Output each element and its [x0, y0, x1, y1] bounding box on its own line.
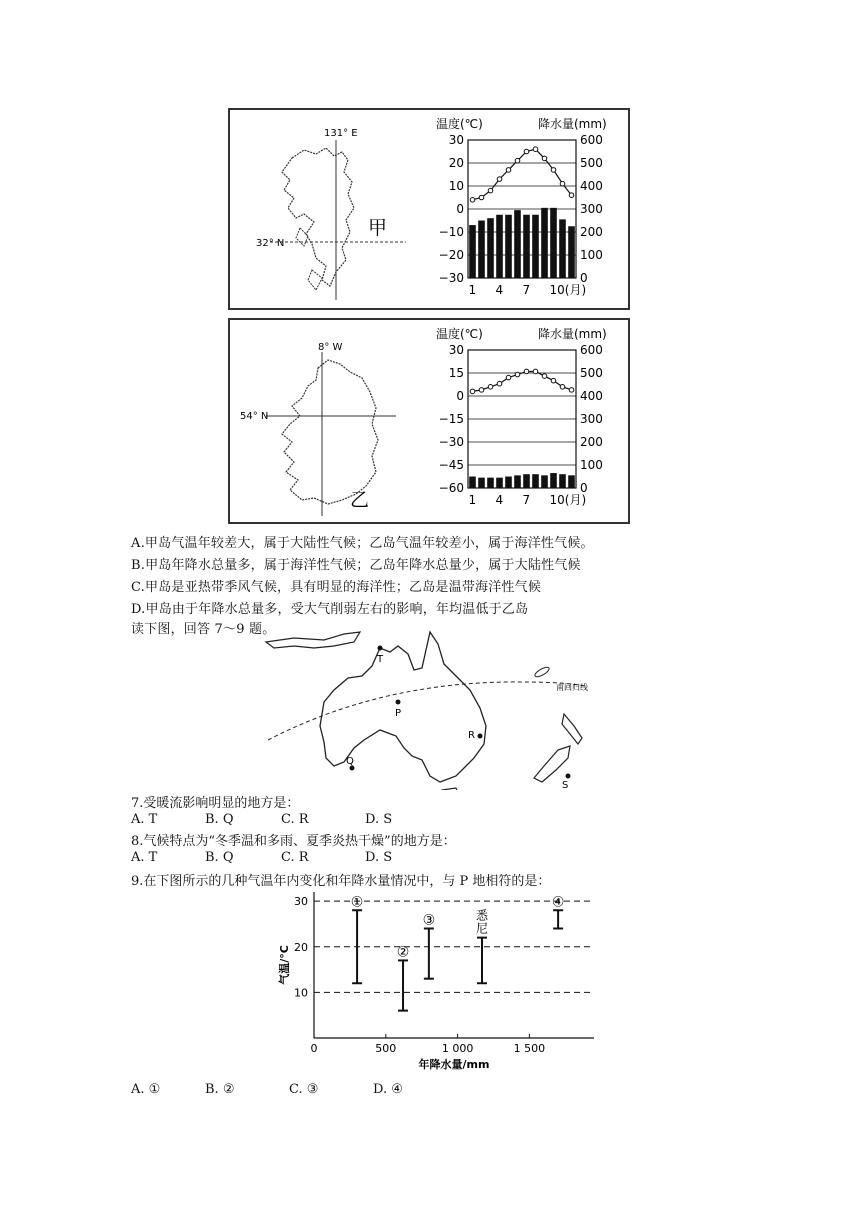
- yi-map: [230, 320, 420, 522]
- q7-option-c[interactable]: C. R: [281, 812, 309, 827]
- jia-parallel-label: 32° N: [256, 238, 285, 249]
- question-7: 7.受暖流影响明显的地方是：: [131, 796, 300, 811]
- question-7-options: [131, 812, 392, 827]
- intro-text: 读下图，回答 7～9 题。: [131, 622, 276, 637]
- q9-option-b[interactable]: B. ②: [205, 1082, 235, 1097]
- jia-temp-tick: −30: [438, 271, 464, 285]
- yi-precip-tick: 600: [580, 343, 603, 357]
- point-q-label: Q: [346, 756, 354, 767]
- range-series-label: ②: [396, 944, 410, 961]
- yi-temp-tick: −15: [438, 412, 464, 426]
- yi-precip-bar: [559, 474, 566, 488]
- yi-x-tick: 10(月): [549, 493, 587, 507]
- jia-temp-line: [473, 149, 572, 200]
- q8-option-c[interactable]: C. R: [281, 850, 309, 865]
- jia-temp-tick: −10: [438, 225, 464, 239]
- yi-precip-tick: 400: [580, 389, 603, 403]
- range-y-tick: 10: [294, 986, 308, 1000]
- yi-temp-point: [470, 389, 475, 394]
- question-9-options: [131, 1082, 403, 1097]
- point-p-label: P: [395, 708, 402, 719]
- jia-precip-tick: 500: [580, 156, 603, 170]
- jia-temp-point: [470, 198, 475, 203]
- jia-temp-point: [560, 181, 565, 186]
- jia-temp-point: [506, 168, 511, 173]
- jia-precip-bar: [496, 215, 503, 278]
- yi-precip-bar: [532, 474, 539, 488]
- yi-precip-bar: [541, 475, 548, 488]
- jia-precip-bar: [469, 225, 476, 278]
- jia-precip-bar: [487, 218, 494, 278]
- yi-temp-tick: 0: [456, 389, 464, 403]
- jia-precip-bar: [532, 215, 539, 278]
- jia-precip-tick: 100: [580, 248, 603, 262]
- option-b: B.甲岛年降水总量多，属于海洋性气候；乙岛年降水总量少，属于大陆性气候: [131, 558, 581, 573]
- jia-precip-bar: [523, 215, 530, 278]
- question-8-options: [131, 850, 392, 865]
- jia-temp-tick: −20: [438, 248, 464, 262]
- question-9: 9.在下图所示的几种气温年内变化和年降水量情况中，与 P 地相符的是：: [131, 874, 551, 889]
- yi-precip-bar: [469, 477, 476, 489]
- jia-temp-point: [479, 195, 484, 200]
- tropic-label: 南回归线: [556, 683, 588, 692]
- option-c: C.甲岛是亚热带季风气候，具有明显的海洋性；乙岛是温带海洋性气候: [131, 580, 542, 595]
- yi-precip-bar: [487, 478, 494, 488]
- jia-precip-bar: [568, 226, 575, 278]
- jia-precip-tick: 600: [580, 133, 603, 147]
- temperature-precip-range-chart: [268, 888, 598, 1074]
- yi-island-label: 乙: [350, 489, 370, 511]
- yi-x-tick: 4: [495, 493, 504, 507]
- jia-climate-chart: [426, 110, 626, 308]
- range-x-tick: 500: [375, 1042, 397, 1055]
- jia-meridian-label: 131° E: [324, 128, 358, 139]
- jia-precip-bar: [559, 219, 566, 278]
- jia-precip-bar: [505, 215, 512, 278]
- yi-climate-chart: [426, 320, 626, 522]
- yi-temp-point: [515, 372, 520, 377]
- q9-option-d[interactable]: D. ④: [373, 1082, 403, 1097]
- yi-temp-header: 温度(℃): [436, 327, 483, 341]
- yi-temp-point: [479, 388, 484, 393]
- yi-temp-point: [533, 369, 538, 374]
- range-x-tick: 1 500: [513, 1042, 546, 1055]
- yi-precip-bar: [550, 473, 557, 488]
- jia-x-tick: 1: [468, 283, 477, 297]
- yi-x-tick: 7: [522, 493, 531, 507]
- jia-temp-point: [569, 193, 574, 198]
- jia-x-tick: 10(月): [549, 283, 587, 297]
- yi-temp-tick: 15: [448, 366, 464, 380]
- point-s-label: S: [562, 780, 569, 790]
- panel-jia: [228, 108, 630, 310]
- yi-precip-bar: [514, 475, 521, 488]
- yi-island-outline: [282, 360, 378, 504]
- q8-option-a[interactable]: A. T: [131, 850, 158, 865]
- yi-precip-tick: 500: [580, 366, 603, 380]
- yi-temp-point: [560, 385, 565, 390]
- yi-temp-point: [542, 374, 547, 379]
- jia-temp-point: [497, 177, 502, 182]
- australia-outline: [320, 632, 486, 782]
- jia-precip-tick: 400: [580, 179, 603, 193]
- yi-temp-point: [488, 385, 493, 390]
- range-x-label: 年降水量/mm: [418, 1058, 490, 1071]
- range-y-tick: 30: [294, 895, 308, 909]
- yi-temp-line: [473, 371, 572, 391]
- yi-precip-bar: [568, 475, 575, 488]
- yi-precip-tick: 0: [580, 481, 588, 495]
- yi-temp-point: [506, 375, 511, 380]
- yi-precip-tick: 200: [580, 435, 603, 449]
- yi-precip-header: 降水量(mm): [538, 327, 607, 341]
- range-series-label: ③: [422, 912, 436, 929]
- jia-temp-tick: 30: [448, 133, 464, 147]
- panel-yi: [228, 318, 630, 524]
- jia-temp-header: 温度(℃): [436, 117, 483, 131]
- tropic-of-capricorn: [268, 682, 584, 740]
- jia-temp-tick: 0: [456, 202, 464, 216]
- jia-temp-point: [524, 149, 529, 154]
- jia-precip-tick: 300: [580, 202, 603, 216]
- q9-option-a[interactable]: A. ①: [131, 1082, 161, 1097]
- jia-precip-header: 降水量(mm): [538, 117, 607, 131]
- range-series-label: 悉: [475, 908, 489, 923]
- range-y-label: 气温/°C: [278, 945, 291, 985]
- range-series-label: ①: [350, 894, 364, 911]
- jia-island-outline: [282, 148, 354, 286]
- jia-precip-bar: [514, 210, 521, 278]
- q9-option-c[interactable]: C. ③: [289, 1082, 319, 1097]
- yi-temp-tick: −60: [438, 481, 464, 495]
- point-t-label: T: [377, 654, 384, 665]
- yi-temp-tick: 30: [448, 343, 464, 357]
- yi-precip-bar: [523, 474, 530, 488]
- jia-precip-bar: [550, 208, 557, 278]
- option-d: D.甲岛由于年降水总量多，受大气削弱左右的影响，年均温低于乙岛: [131, 602, 529, 617]
- range-series-label: 尼: [475, 921, 489, 936]
- jia-temp-point: [542, 156, 547, 161]
- yi-precip-bar: [496, 478, 503, 488]
- yi-precip-tick: 300: [580, 412, 603, 426]
- yi-precip-tick: 100: [580, 458, 603, 472]
- jia-x-tick: 4: [495, 283, 504, 297]
- q8-option-b[interactable]: B. Q: [205, 850, 234, 865]
- q8-option-d[interactable]: D. S: [365, 850, 393, 865]
- yi-temp-point: [524, 369, 529, 374]
- jia-temp-point: [533, 147, 538, 152]
- jia-temp-point: [551, 168, 556, 173]
- yi-temp-tick: −30: [438, 435, 464, 449]
- yi-temp-point: [551, 378, 556, 383]
- jia-island-label: 甲: [368, 217, 388, 239]
- jia-temp-tick: 10: [448, 179, 464, 193]
- yi-temp-point: [497, 381, 502, 386]
- range-x-tick: 1 000: [441, 1042, 474, 1055]
- range-series-label: ④: [551, 894, 565, 911]
- q7-option-b[interactable]: B. Q: [205, 812, 234, 827]
- yi-precip-bar: [478, 478, 485, 488]
- yi-precip-bar: [505, 477, 512, 489]
- jia-x-tick: 7: [522, 283, 531, 297]
- jia-temp-point: [515, 158, 520, 163]
- yi-temp-point: [569, 388, 574, 393]
- option-a: A.甲岛气温年较差大，属于大陆性气候；乙岛气温年较差小，属于海洋性气候。: [131, 536, 594, 551]
- q7-option-d[interactable]: D. S: [365, 812, 393, 827]
- jia-map: [230, 110, 420, 308]
- q7-option-a[interactable]: A. T: [131, 812, 158, 827]
- jia-precip-bar: [541, 208, 548, 278]
- jia-precip-tick: 200: [580, 225, 603, 239]
- range-x-tick: 0: [310, 1042, 318, 1055]
- yi-x-tick: 1: [468, 493, 477, 507]
- jia-precip-bar: [478, 221, 485, 279]
- yi-meridian-label: 8° W: [318, 342, 343, 353]
- jia-temp-tick: 20: [448, 156, 464, 170]
- range-y-tick: 20: [294, 940, 308, 954]
- question-8: 8.气候特点为“冬季温和多雨、夏季炎热干燥”的地方是：: [131, 834, 456, 849]
- australia-map: [264, 630, 624, 790]
- yi-parallel-label: 54° N: [240, 411, 269, 422]
- jia-precip-tick: 0: [580, 271, 588, 285]
- yi-temp-tick: −45: [438, 458, 464, 472]
- point-r-label: R: [468, 730, 475, 741]
- jia-temp-point: [488, 188, 493, 193]
